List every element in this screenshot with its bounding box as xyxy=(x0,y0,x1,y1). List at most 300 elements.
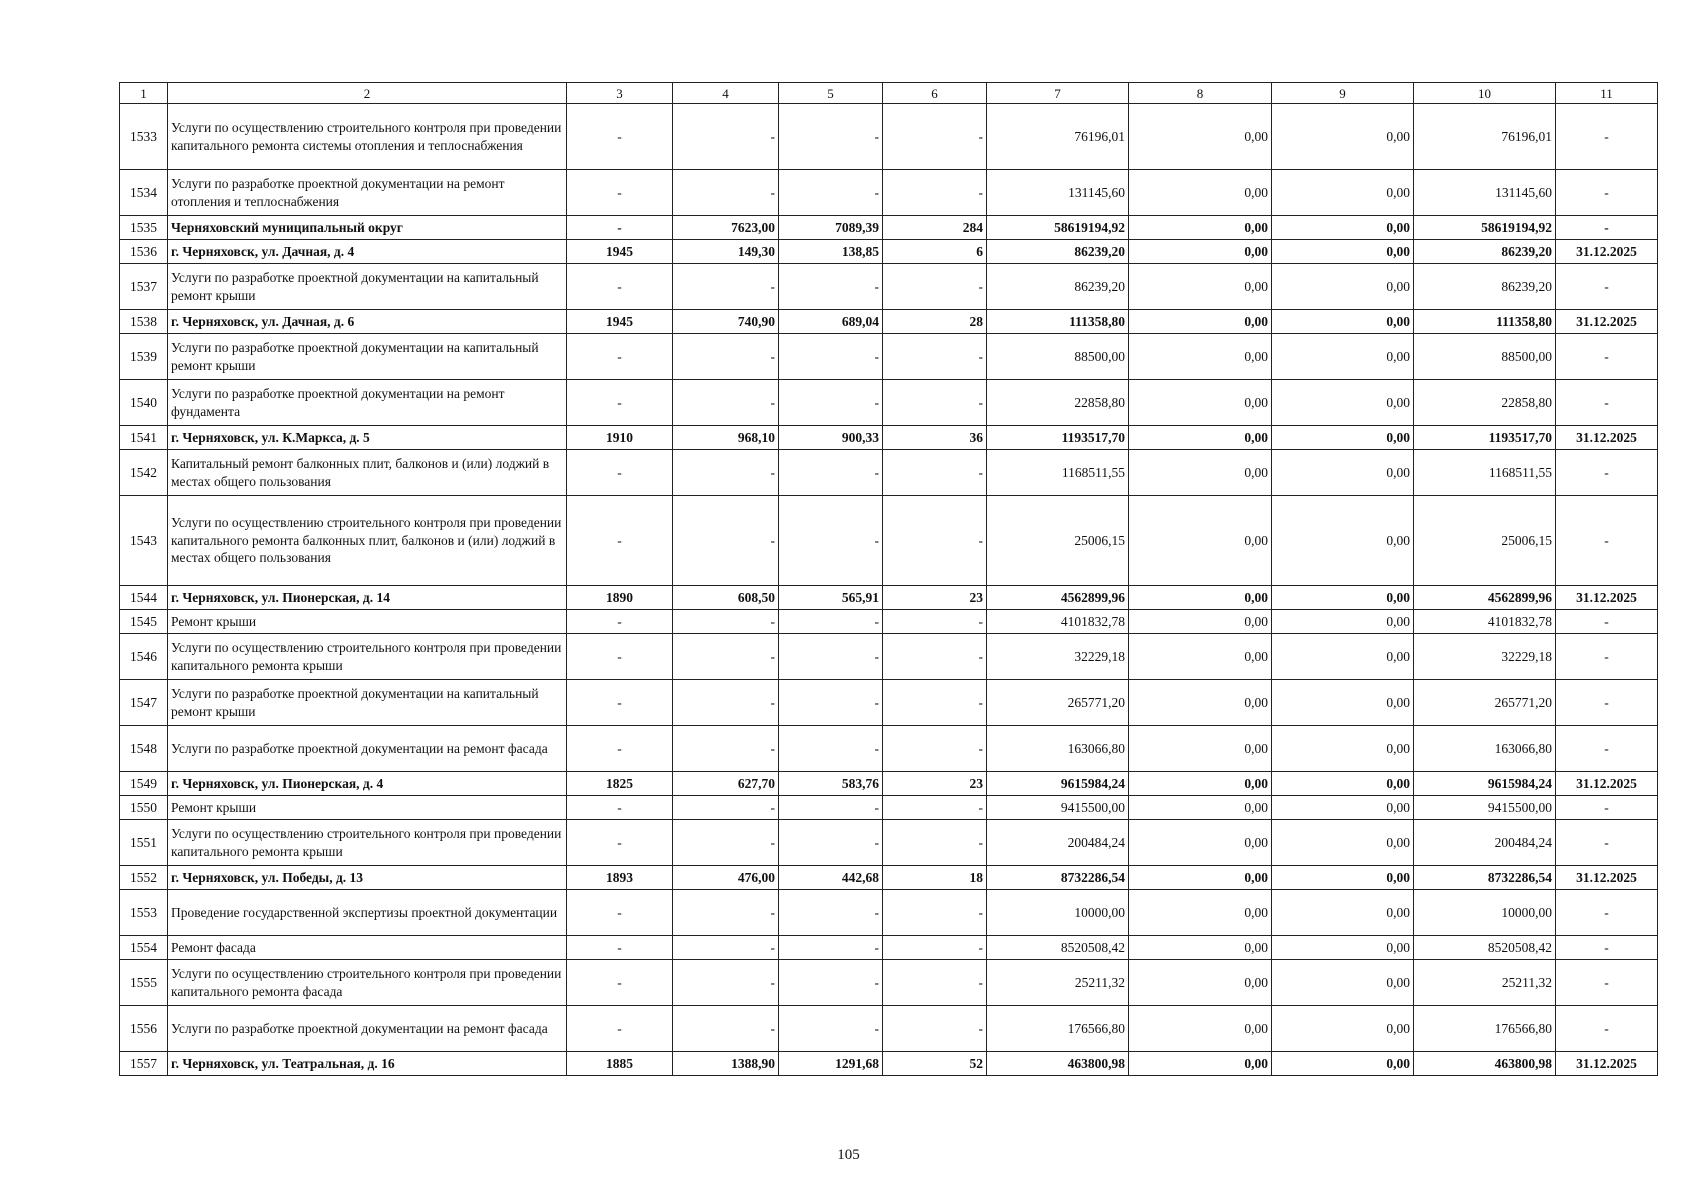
work-description: Черняховский муниципальный округ xyxy=(168,216,567,240)
residents-count: - xyxy=(883,380,987,426)
living-area: - xyxy=(779,450,883,496)
owner-funds: 8520508,42 xyxy=(1414,936,1556,960)
owner-funds: 111358,80 xyxy=(1414,310,1556,334)
federal-funds: 0,00 xyxy=(1129,216,1272,240)
completion-date: - xyxy=(1556,496,1658,586)
work-description: Услуги по осуществлению строительного контроля при проведении капитального ремонта фасада xyxy=(168,960,567,1006)
residents-count: - xyxy=(883,496,987,586)
total-cost: 131145,60 xyxy=(987,170,1129,216)
total-area: - xyxy=(673,450,779,496)
work-item-row xyxy=(120,334,1658,380)
total-area: 968,10 xyxy=(673,426,779,450)
living-area: - xyxy=(779,820,883,866)
column-number: 5 xyxy=(779,83,883,104)
living-area: - xyxy=(779,936,883,960)
completion-date: - xyxy=(1556,610,1658,634)
regional-funds: 0,00 xyxy=(1272,334,1414,380)
column-number: 6 xyxy=(883,83,987,104)
address-summary-row xyxy=(120,772,1658,796)
residents-count: - xyxy=(883,680,987,726)
construction-year: 1945 xyxy=(567,310,673,334)
living-area: - xyxy=(779,104,883,170)
construction-year: - xyxy=(567,820,673,866)
column-number: 10 xyxy=(1414,83,1556,104)
completion-date: - xyxy=(1556,936,1658,960)
work-description: Услуги по осуществлению строительного контроля при проведении капитального ремонта балконных плит, балконов и (или) лоджий в местах общего пользования xyxy=(168,496,567,586)
living-area: 900,33 xyxy=(779,426,883,450)
federal-funds: 0,00 xyxy=(1129,170,1272,216)
work-item-row xyxy=(120,610,1658,634)
construction-year: - xyxy=(567,104,673,170)
living-area: 583,76 xyxy=(779,772,883,796)
total-area: 627,70 xyxy=(673,772,779,796)
completion-date: - xyxy=(1556,960,1658,1006)
living-area: - xyxy=(779,796,883,820)
owner-funds: 25211,32 xyxy=(1414,960,1556,1006)
address-summary-row xyxy=(120,426,1658,450)
address-summary-row xyxy=(120,240,1658,264)
construction-year: 1885 xyxy=(567,1052,673,1076)
row-number: 1554 xyxy=(120,936,168,960)
owner-funds: 131145,60 xyxy=(1414,170,1556,216)
completion-date: - xyxy=(1556,796,1658,820)
work-item-row xyxy=(120,726,1658,772)
owner-funds: 163066,80 xyxy=(1414,726,1556,772)
residents-count: - xyxy=(883,334,987,380)
work-description: г. Черняховск, ул. Дачная, д. 4 xyxy=(168,240,567,264)
regional-funds: 0,00 xyxy=(1272,170,1414,216)
row-number: 1534 xyxy=(120,170,168,216)
federal-funds: 0,00 xyxy=(1129,726,1272,772)
regional-funds: 0,00 xyxy=(1272,726,1414,772)
work-item-row xyxy=(120,634,1658,680)
row-number: 1545 xyxy=(120,610,168,634)
completion-date: - xyxy=(1556,334,1658,380)
work-item-row xyxy=(120,104,1658,170)
residents-count: 18 xyxy=(883,866,987,890)
page-number: 105 xyxy=(837,1147,860,1163)
total-area: 7623,00 xyxy=(673,216,779,240)
register-table xyxy=(119,82,1658,1076)
work-description: Услуги по осуществлению строительного контроля при проведении капитального ремонта крыши xyxy=(168,820,567,866)
completion-date: 31.12.2025 xyxy=(1556,772,1658,796)
owner-funds: 88500,00 xyxy=(1414,334,1556,380)
construction-year: 1825 xyxy=(567,772,673,796)
owner-funds: 265771,20 xyxy=(1414,680,1556,726)
work-description: г. Черняховск, ул. Дачная, д. 6 xyxy=(168,310,567,334)
construction-year: - xyxy=(567,796,673,820)
owner-funds: 1168511,55 xyxy=(1414,450,1556,496)
total-cost: 4562899,96 xyxy=(987,586,1129,610)
column-number: 1 xyxy=(120,83,168,104)
owner-funds: 76196,01 xyxy=(1414,104,1556,170)
residents-count: 28 xyxy=(883,310,987,334)
federal-funds: 0,00 xyxy=(1129,960,1272,1006)
work-item-row xyxy=(120,820,1658,866)
federal-funds: 0,00 xyxy=(1129,380,1272,426)
work-description: Услуги по разработке проектной документации на ремонт фасада xyxy=(168,1006,567,1052)
completion-date: - xyxy=(1556,104,1658,170)
federal-funds: 0,00 xyxy=(1129,634,1272,680)
federal-funds: 0,00 xyxy=(1129,936,1272,960)
row-number: 1555 xyxy=(120,960,168,1006)
construction-year: 1893 xyxy=(567,866,673,890)
construction-year: - xyxy=(567,380,673,426)
regional-funds: 0,00 xyxy=(1272,610,1414,634)
total-area: - xyxy=(673,796,779,820)
total-area: - xyxy=(673,610,779,634)
residents-count: - xyxy=(883,1006,987,1052)
construction-year: - xyxy=(567,264,673,310)
completion-date: 31.12.2025 xyxy=(1556,240,1658,264)
completion-date: 31.12.2025 xyxy=(1556,586,1658,610)
total-area: - xyxy=(673,170,779,216)
owner-funds: 86239,20 xyxy=(1414,264,1556,310)
row-number: 1541 xyxy=(120,426,168,450)
construction-year: - xyxy=(567,726,673,772)
construction-year: - xyxy=(567,170,673,216)
residents-count: 36 xyxy=(883,426,987,450)
total-area: - xyxy=(673,936,779,960)
residents-count: - xyxy=(883,264,987,310)
federal-funds: 0,00 xyxy=(1129,240,1272,264)
living-area: - xyxy=(779,890,883,936)
total-cost: 22858,80 xyxy=(987,380,1129,426)
living-area: - xyxy=(779,496,883,586)
completion-date: 31.12.2025 xyxy=(1556,866,1658,890)
row-number: 1552 xyxy=(120,866,168,890)
completion-date: 31.12.2025 xyxy=(1556,310,1658,334)
total-cost: 25006,15 xyxy=(987,496,1129,586)
work-description: г. Черняховск, ул. Победы, д. 13 xyxy=(168,866,567,890)
column-number: 7 xyxy=(987,83,1129,104)
total-area: - xyxy=(673,1006,779,1052)
row-number: 1533 xyxy=(120,104,168,170)
work-description: г. Черняховск, ул. Пионерская, д. 14 xyxy=(168,586,567,610)
federal-funds: 0,00 xyxy=(1129,334,1272,380)
work-description: Услуги по разработке проектной документации на капитальный ремонт крыши xyxy=(168,334,567,380)
row-number: 1557 xyxy=(120,1052,168,1076)
total-area: - xyxy=(673,334,779,380)
work-description: г. Черняховск, ул. Театральная, д. 16 xyxy=(168,1052,567,1076)
total-cost: 86239,20 xyxy=(987,264,1129,310)
residents-count: - xyxy=(883,450,987,496)
column-number: 2 xyxy=(168,83,567,104)
owner-funds: 9415500,00 xyxy=(1414,796,1556,820)
address-summary-row xyxy=(120,1052,1658,1076)
total-area: 1388,90 xyxy=(673,1052,779,1076)
construction-year: - xyxy=(567,334,673,380)
total-cost: 176566,80 xyxy=(987,1006,1129,1052)
work-item-row xyxy=(120,450,1658,496)
total-area: - xyxy=(673,104,779,170)
address-summary-row xyxy=(120,866,1658,890)
regional-funds: 0,00 xyxy=(1272,772,1414,796)
living-area: - xyxy=(779,960,883,1006)
row-number: 1548 xyxy=(120,726,168,772)
total-cost: 111358,80 xyxy=(987,310,1129,334)
work-item-row xyxy=(120,380,1658,426)
total-cost: 265771,20 xyxy=(987,680,1129,726)
work-item-row xyxy=(120,496,1658,586)
completion-date: - xyxy=(1556,726,1658,772)
construction-year: - xyxy=(567,216,673,240)
row-number: 1538 xyxy=(120,310,168,334)
total-cost: 58619194,92 xyxy=(987,216,1129,240)
work-item-row xyxy=(120,680,1658,726)
regional-funds: 0,00 xyxy=(1272,1006,1414,1052)
total-area: - xyxy=(673,726,779,772)
construction-year: - xyxy=(567,496,673,586)
address-summary-row xyxy=(120,586,1658,610)
total-cost: 9415500,00 xyxy=(987,796,1129,820)
completion-date: - xyxy=(1556,820,1658,866)
work-item-row xyxy=(120,960,1658,1006)
total-cost: 88500,00 xyxy=(987,334,1129,380)
total-area: 608,50 xyxy=(673,586,779,610)
regional-funds: 0,00 xyxy=(1272,216,1414,240)
regional-funds: 0,00 xyxy=(1272,380,1414,426)
living-area: 442,68 xyxy=(779,866,883,890)
owner-funds: 22858,80 xyxy=(1414,380,1556,426)
federal-funds: 0,00 xyxy=(1129,586,1272,610)
living-area: - xyxy=(779,264,883,310)
residents-count: - xyxy=(883,726,987,772)
total-cost: 200484,24 xyxy=(987,820,1129,866)
regional-funds: 0,00 xyxy=(1272,890,1414,936)
row-number: 1542 xyxy=(120,450,168,496)
construction-year: - xyxy=(567,960,673,1006)
federal-funds: 0,00 xyxy=(1129,796,1272,820)
federal-funds: 0,00 xyxy=(1129,496,1272,586)
row-number: 1547 xyxy=(120,680,168,726)
construction-year: 1890 xyxy=(567,586,673,610)
completion-date: - xyxy=(1556,170,1658,216)
column-number: 11 xyxy=(1556,83,1658,104)
total-area: 476,00 xyxy=(673,866,779,890)
row-number: 1544 xyxy=(120,586,168,610)
total-area: - xyxy=(673,264,779,310)
column-number-row xyxy=(120,83,1658,104)
work-description: Ремонт фасада xyxy=(168,936,567,960)
living-area: 689,04 xyxy=(779,310,883,334)
federal-funds: 0,00 xyxy=(1129,104,1272,170)
federal-funds: 0,00 xyxy=(1129,1006,1272,1052)
completion-date: 31.12.2025 xyxy=(1556,1052,1658,1076)
construction-year: - xyxy=(567,1006,673,1052)
work-item-row xyxy=(120,936,1658,960)
construction-year: 1910 xyxy=(567,426,673,450)
regional-funds: 0,00 xyxy=(1272,796,1414,820)
row-number: 1556 xyxy=(120,1006,168,1052)
row-number: 1549 xyxy=(120,772,168,796)
owner-funds: 25006,15 xyxy=(1414,496,1556,586)
total-area: - xyxy=(673,496,779,586)
owner-funds: 4562899,96 xyxy=(1414,586,1556,610)
regional-funds: 0,00 xyxy=(1272,634,1414,680)
owner-funds: 463800,98 xyxy=(1414,1052,1556,1076)
address-summary-row xyxy=(120,310,1658,334)
owner-funds: 32229,18 xyxy=(1414,634,1556,680)
regional-funds: 0,00 xyxy=(1272,1052,1414,1076)
row-number: 1550 xyxy=(120,796,168,820)
owner-funds: 1193517,70 xyxy=(1414,426,1556,450)
living-area: - xyxy=(779,610,883,634)
living-area: - xyxy=(779,634,883,680)
construction-year: - xyxy=(567,680,673,726)
work-description: Услуги по разработке проектной документации на ремонт фундамента xyxy=(168,380,567,426)
regional-funds: 0,00 xyxy=(1272,680,1414,726)
column-number: 4 xyxy=(673,83,779,104)
total-cost: 8732286,54 xyxy=(987,866,1129,890)
total-cost: 8520508,42 xyxy=(987,936,1129,960)
regional-funds: 0,00 xyxy=(1272,426,1414,450)
work-item-row xyxy=(120,1006,1658,1052)
residents-count: 23 xyxy=(883,772,987,796)
residents-count: - xyxy=(883,610,987,634)
total-area: 740,90 xyxy=(673,310,779,334)
federal-funds: 0,00 xyxy=(1129,426,1272,450)
total-cost: 86239,20 xyxy=(987,240,1129,264)
owner-funds: 200484,24 xyxy=(1414,820,1556,866)
completion-date: - xyxy=(1556,450,1658,496)
federal-funds: 0,00 xyxy=(1129,866,1272,890)
total-cost: 76196,01 xyxy=(987,104,1129,170)
residents-count: - xyxy=(883,936,987,960)
living-area: - xyxy=(779,726,883,772)
total-area: - xyxy=(673,960,779,1006)
construction-year: - xyxy=(567,450,673,496)
completion-date: - xyxy=(1556,634,1658,680)
work-description: Капитальный ремонт балконных плит, балконов и (или) лоджий в местах общего пользования xyxy=(168,450,567,496)
row-number: 1536 xyxy=(120,240,168,264)
completion-date: - xyxy=(1556,380,1658,426)
owner-funds: 86239,20 xyxy=(1414,240,1556,264)
federal-funds: 0,00 xyxy=(1129,310,1272,334)
regional-funds: 0,00 xyxy=(1272,310,1414,334)
residents-count: - xyxy=(883,170,987,216)
total-cost: 25211,32 xyxy=(987,960,1129,1006)
construction-year: 1945 xyxy=(567,240,673,264)
work-description: Услуги по осуществлению строительного контроля при проведении капитального ремонта системы отопления и теплоснабжения xyxy=(168,104,567,170)
completion-date: - xyxy=(1556,216,1658,240)
work-item-row xyxy=(120,796,1658,820)
total-cost: 32229,18 xyxy=(987,634,1129,680)
owner-funds: 176566,80 xyxy=(1414,1006,1556,1052)
owner-funds: 4101832,78 xyxy=(1414,610,1556,634)
living-area: - xyxy=(779,680,883,726)
regional-funds: 0,00 xyxy=(1272,104,1414,170)
regional-funds: 0,00 xyxy=(1272,936,1414,960)
regional-funds: 0,00 xyxy=(1272,450,1414,496)
residents-count: 6 xyxy=(883,240,987,264)
residents-count: 284 xyxy=(883,216,987,240)
federal-funds: 0,00 xyxy=(1129,820,1272,866)
living-area: 565,91 xyxy=(779,586,883,610)
total-area: - xyxy=(673,680,779,726)
living-area: - xyxy=(779,380,883,426)
owner-funds: 58619194,92 xyxy=(1414,216,1556,240)
row-number: 1553 xyxy=(120,890,168,936)
total-cost: 163066,80 xyxy=(987,726,1129,772)
work-description: Ремонт крыши xyxy=(168,796,567,820)
row-number: 1539 xyxy=(120,334,168,380)
regional-funds: 0,00 xyxy=(1272,960,1414,1006)
living-area: - xyxy=(779,334,883,380)
regional-funds: 0,00 xyxy=(1272,820,1414,866)
living-area: - xyxy=(779,170,883,216)
federal-funds: 0,00 xyxy=(1129,1052,1272,1076)
work-description: Услуги по разработке проектной документации на ремонт отопления и теплоснабжения xyxy=(168,170,567,216)
total-cost: 1193517,70 xyxy=(987,426,1129,450)
construction-year: - xyxy=(567,936,673,960)
completion-date: - xyxy=(1556,1006,1658,1052)
completion-date: 31.12.2025 xyxy=(1556,426,1658,450)
work-description: Услуги по разработке проектной документации на ремонт фасада xyxy=(168,726,567,772)
work-description: г. Черняховск, ул. Пионерская, д. 4 xyxy=(168,772,567,796)
work-item-row xyxy=(120,890,1658,936)
regional-funds: 0,00 xyxy=(1272,866,1414,890)
federal-funds: 0,00 xyxy=(1129,680,1272,726)
residents-count: - xyxy=(883,634,987,680)
owner-funds: 9615984,24 xyxy=(1414,772,1556,796)
federal-funds: 0,00 xyxy=(1129,610,1272,634)
living-area: 7089,39 xyxy=(779,216,883,240)
residents-count: - xyxy=(883,960,987,1006)
row-number: 1535 xyxy=(120,216,168,240)
work-description: Услуги по осуществлению строительного контроля при проведении капитального ремонта крыши xyxy=(168,634,567,680)
total-area: - xyxy=(673,820,779,866)
construction-year: - xyxy=(567,610,673,634)
living-area: 138,85 xyxy=(779,240,883,264)
total-cost: 1168511,55 xyxy=(987,450,1129,496)
federal-funds: 0,00 xyxy=(1129,450,1272,496)
work-item-row xyxy=(120,170,1658,216)
work-description: Проведение государственной экспертизы проектной документации xyxy=(168,890,567,936)
completion-date: - xyxy=(1556,680,1658,726)
total-area: - xyxy=(673,380,779,426)
regional-funds: 0,00 xyxy=(1272,586,1414,610)
work-description: Услуги по разработке проектной документации на капитальный ремонт крыши xyxy=(168,264,567,310)
living-area: - xyxy=(779,1006,883,1052)
work-description: Услуги по разработке проектной документации на капитальный ремонт крыши xyxy=(168,680,567,726)
completion-date: - xyxy=(1556,264,1658,310)
residents-count: 23 xyxy=(883,586,987,610)
completion-date: - xyxy=(1556,890,1658,936)
total-area: - xyxy=(673,890,779,936)
total-cost: 9615984,24 xyxy=(987,772,1129,796)
total-cost: 4101832,78 xyxy=(987,610,1129,634)
total-cost: 463800,98 xyxy=(987,1052,1129,1076)
regional-funds: 0,00 xyxy=(1272,496,1414,586)
regional-funds: 0,00 xyxy=(1272,264,1414,310)
residents-count: 52 xyxy=(883,1052,987,1076)
federal-funds: 0,00 xyxy=(1129,264,1272,310)
federal-funds: 0,00 xyxy=(1129,890,1272,936)
work-description: г. Черняховск, ул. К.Маркса, д. 5 xyxy=(168,426,567,450)
construction-year: - xyxy=(567,634,673,680)
total-area: - xyxy=(673,634,779,680)
row-number: 1546 xyxy=(120,634,168,680)
address-summary-row xyxy=(120,216,1658,240)
column-number: 3 xyxy=(567,83,673,104)
work-description: Ремонт крыши xyxy=(168,610,567,634)
owner-funds: 8732286,54 xyxy=(1414,866,1556,890)
row-number: 1540 xyxy=(120,380,168,426)
work-item-row xyxy=(120,264,1658,310)
row-number: 1537 xyxy=(120,264,168,310)
column-number: 8 xyxy=(1129,83,1272,104)
